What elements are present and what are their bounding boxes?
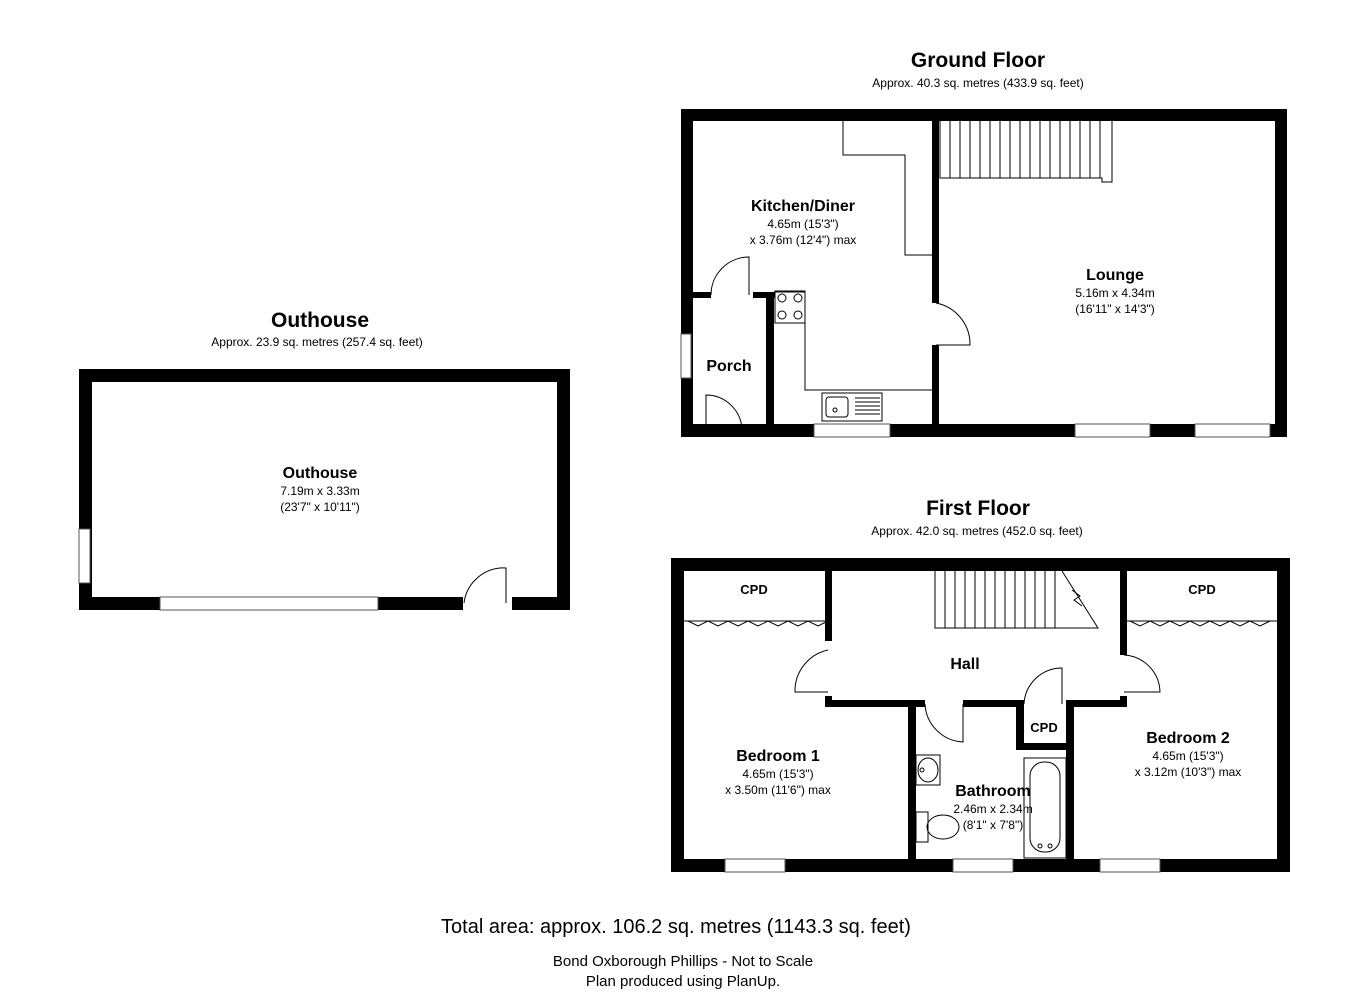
first-floor xyxy=(671,497,1290,872)
first-floor-title: First Floor xyxy=(926,497,1030,520)
wall xyxy=(671,558,684,872)
wall xyxy=(932,121,939,303)
ground-floor xyxy=(681,49,1287,437)
wall xyxy=(963,700,1023,707)
stairs-icon xyxy=(935,571,1098,628)
wall xyxy=(557,369,570,610)
footer xyxy=(441,916,911,990)
wall xyxy=(1016,743,1074,750)
wall xyxy=(1120,571,1127,655)
bathroom-dim2: (8'1" x 7'8") xyxy=(962,818,1024,832)
window-icon xyxy=(953,859,1013,872)
lounge-dim2: (16'11" x 14'3") xyxy=(1075,302,1155,316)
lounge-label: Lounge xyxy=(1086,267,1144,284)
bedroom1-label: Bedroom 1 xyxy=(736,748,820,765)
door-icon xyxy=(1124,655,1160,692)
first-floor-area: Approx. 42.0 sq. metres (452.0 sq. feet) xyxy=(871,524,1083,538)
wall xyxy=(766,292,774,425)
kitchen-cabinet xyxy=(843,121,932,255)
window-icon xyxy=(79,529,90,583)
kitchen-label: Kitchen/Diner xyxy=(750,198,856,215)
wall xyxy=(512,597,570,610)
outhouse xyxy=(79,309,570,610)
outhouse-dim1: 7.19m x 3.33m xyxy=(280,484,360,498)
kitchen-worktop xyxy=(774,292,932,390)
door-icon xyxy=(464,568,506,603)
ground-floor-area: Approx. 40.3 sq. metres (433.9 sq. feet) xyxy=(872,76,1084,90)
window-icon xyxy=(1100,859,1160,872)
door-icon xyxy=(1024,668,1062,704)
outhouse-label: Outhouse xyxy=(282,465,358,482)
wall xyxy=(681,109,1287,121)
door-icon xyxy=(711,257,749,295)
toilet-icon xyxy=(916,812,959,842)
wardrobe-icon xyxy=(1127,621,1277,626)
bedroom2-dim2: x 3.12m (10'3") max xyxy=(1134,765,1242,779)
bedroom2-label: Bedroom 2 xyxy=(1146,730,1230,747)
hall-label: Hall xyxy=(950,656,980,673)
stairs-icon xyxy=(940,121,1112,182)
hob-icon xyxy=(775,291,805,323)
ground-floor-title: Ground Floor xyxy=(910,49,1046,72)
bathroom-dim1: 2.46m x 2.34m xyxy=(953,802,1033,816)
wall xyxy=(932,345,939,425)
wall xyxy=(825,571,832,641)
wall xyxy=(681,109,693,437)
wall xyxy=(908,700,916,860)
outhouse-title: Outhouse xyxy=(271,309,369,332)
outhouse-dim2: (23'7" x 10'11") xyxy=(280,500,360,514)
porch-label: Porch xyxy=(706,358,752,375)
window-icon xyxy=(1195,424,1270,437)
total-area: Total area: approx. 106.2 sq. metres (1143.3 sq. feet) xyxy=(441,916,911,938)
bedroom2-dim1: 4.65m (15'3") xyxy=(1152,749,1224,763)
wall xyxy=(1275,109,1287,437)
wardrobe-icon xyxy=(684,621,828,626)
bedroom1-dim2: x 3.50m (11'6") max xyxy=(725,783,831,797)
lounge-dim1: 5.16m x 4.34m xyxy=(1075,286,1155,300)
wall xyxy=(79,369,570,382)
sink-icon xyxy=(822,393,882,421)
footer-line1: Bond Oxborough Phillips - Not to Scale xyxy=(552,953,814,970)
footer-line2: Plan produced using PlanUp. xyxy=(585,973,781,990)
wall xyxy=(1066,700,1127,707)
cpd-mid-label: CPD xyxy=(1030,720,1058,735)
kitchen-dim2: x 3.76m (12'4") max xyxy=(749,233,857,247)
bathroom-label: Bathroom xyxy=(955,783,1031,800)
window-icon xyxy=(1075,424,1150,437)
wall xyxy=(1277,558,1290,872)
door-icon xyxy=(936,303,970,345)
wall xyxy=(1066,700,1074,860)
wall xyxy=(671,558,1290,571)
window-icon xyxy=(814,424,890,437)
kitchen-dim1: 4.65m (15'3") xyxy=(767,217,839,231)
door-icon xyxy=(795,650,828,692)
bedroom1-dim1: 4.65m (15'3") xyxy=(742,767,814,781)
window-icon xyxy=(725,859,785,872)
wall xyxy=(1016,700,1024,750)
window-icon xyxy=(160,597,378,610)
door-icon xyxy=(925,704,963,742)
cpd-left-label: CPD xyxy=(740,582,768,597)
washbasin-icon xyxy=(916,755,940,785)
outhouse-area: Approx. 23.9 sq. metres (257.4 sq. feet) xyxy=(211,335,423,349)
window-icon xyxy=(681,334,691,378)
wall xyxy=(693,292,711,298)
cpd-right-label: CPD xyxy=(1188,582,1216,597)
